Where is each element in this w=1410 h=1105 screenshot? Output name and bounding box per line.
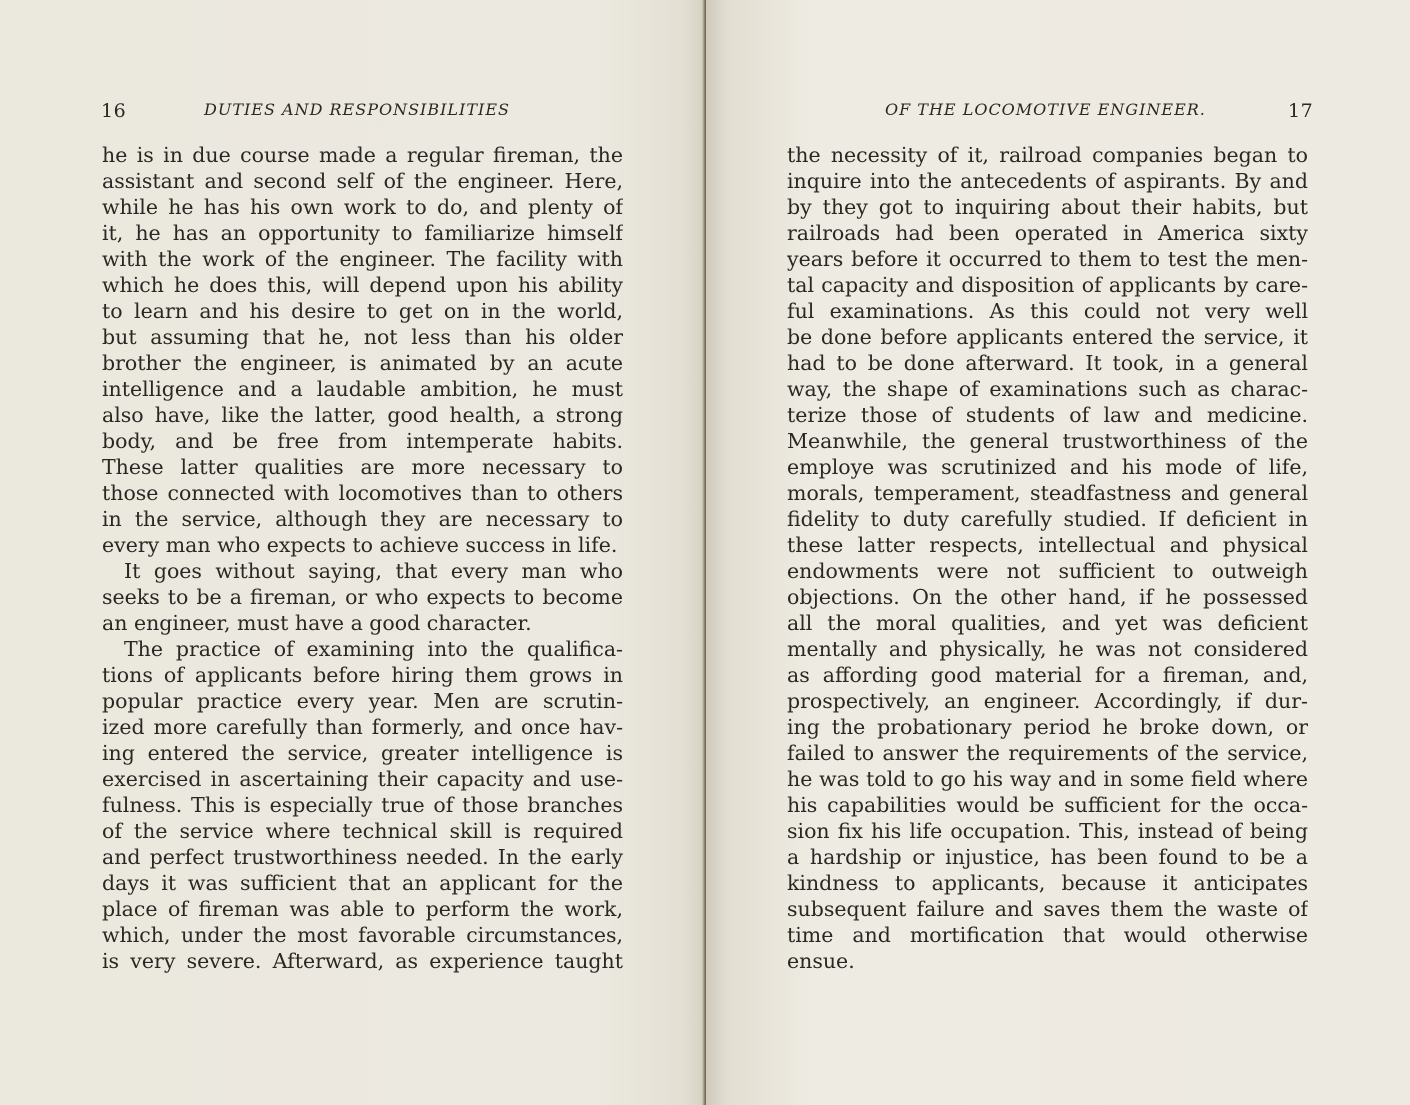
text-line: tal capacity and disposition of applicants by care- <box>787 273 1308 297</box>
text-line: mentally and physically, he was not considered <box>787 637 1308 661</box>
text-line: he was told to go his way and in some field where <box>787 767 1308 791</box>
text-line: way, the shape of examinations such as charac- <box>787 377 1308 401</box>
text-line: all the moral qualities, and yet was deficient <box>787 611 1308 635</box>
text-line: his capabilities would be sufficient for the occa- <box>787 793 1308 817</box>
text-line: Meanwhile, the general trustworthiness of the <box>787 429 1308 453</box>
text-line: it, he has an opportunity to familiarize himself <box>102 221 623 245</box>
right-body-text <box>787 142 1308 974</box>
text-line: ing the probationary period he broke down, or <box>787 715 1308 739</box>
text-line: intelligence and a laudable ambition, he must <box>102 377 623 401</box>
text-line: kindness to applicants, because it anticipates <box>787 871 1308 895</box>
text-line: had to be done afterward. It took, in a general <box>787 351 1308 375</box>
text-line: be done before applicants entered the service, it <box>787 325 1308 349</box>
text-line: inquire into the antecedents of aspirants. By and <box>787 169 1308 193</box>
text-line: ing entered the service, greater intelligence is <box>102 741 623 765</box>
text-line: while he has his own work to do, and plenty of <box>102 195 623 219</box>
text-line: also have, like the latter, good health, a strong <box>102 403 623 427</box>
text-line: prospectively, an engineer. Accordingly, if dur- <box>787 689 1308 713</box>
text-line: subsequent failure and saves them the waste of <box>787 897 1308 921</box>
running-head-title: DUTIES AND RESPONSIBILITIES <box>204 100 511 119</box>
text-line: a hardship or injustice, has been found to be a <box>787 845 1308 869</box>
left-body-text <box>102 142 623 974</box>
text-line: body, and be free from intemperate habits. <box>102 429 623 453</box>
text-line: terize those of students of law and medicine. <box>787 403 1308 427</box>
text-line: to learn and his desire to get on in the world, <box>102 299 623 323</box>
text-line: fidelity to duty carefully studied. If deficient in <box>787 507 1308 531</box>
text-line: brother the engineer, is animated by an acute <box>102 351 623 375</box>
text-line: which, under the most favorable circumstances, <box>102 923 623 947</box>
text-line: which he does this, will depend upon his ability <box>102 273 623 297</box>
text-line: tions of applicants before hiring them grows in <box>102 663 623 687</box>
text-line: ized more carefully than formerly, and once hav- <box>102 715 623 739</box>
text-line: employe was scrutinized and his mode of life, <box>787 455 1308 479</box>
text-line: It goes without saying, that every man who <box>124 559 623 583</box>
text-line: by they got to inquiring about their habits, but <box>787 195 1308 219</box>
text-line: days it was sufficient that an applicant for the <box>102 871 623 895</box>
text-line: but assuming that he, not less than his older <box>102 325 623 349</box>
text-line: objections. On the other hand, if he possessed <box>787 585 1308 609</box>
text-line: as affording good material for a fireman, and, <box>787 663 1308 687</box>
text-line: fulness. This is especially true of those branches <box>102 793 623 817</box>
text-line: sion fix his life occupation. This, instead of being <box>787 819 1308 843</box>
text-line: The practice of examining into the qualifica- <box>124 637 623 661</box>
text-line: is very severe. Afterward, as experience taught <box>102 949 623 973</box>
text-line: seeks to be a fireman, or who expects to become <box>102 585 623 609</box>
right-page <box>706 0 1410 1105</box>
text-line: every man who expects to achieve success in life. <box>102 533 618 557</box>
text-line: failed to answer the requirements of the service, <box>787 741 1308 765</box>
text-line: ful examinations. As this could not very well <box>787 299 1308 323</box>
text-line: an engineer, must have a good character. <box>102 611 532 635</box>
text-line: with the work of the engineer. The facility with <box>102 247 623 271</box>
page-number: 17 <box>1288 100 1314 122</box>
text-line: popular practice every year. Men are scrutin- <box>102 689 623 713</box>
text-line: morals, temperament, steadfastness and general <box>787 481 1308 505</box>
text-line: those connected with locomotives than to others <box>102 481 623 505</box>
text-line: the necessity of it, railroad companies began to <box>787 143 1308 167</box>
text-line: of the service where technical skill is required <box>102 819 623 843</box>
running-head-title: OF THE LOCOMOTIVE ENGINEER. <box>885 100 1206 119</box>
text-line: place of fireman was able to perform the work, <box>102 897 623 921</box>
text-line: time and mortification that would otherwise <box>787 923 1308 947</box>
left-page <box>0 0 704 1105</box>
page-number: 16 <box>101 100 127 122</box>
text-line: these latter respects, intellectual and physical <box>787 533 1308 557</box>
text-line: railroads had been operated in America sixty <box>787 221 1308 245</box>
text-line: he is in due course made a regular fireman, the <box>102 143 623 167</box>
text-line: endowments were not sufficient to outweigh <box>787 559 1308 583</box>
text-line: years before it occurred to them to test the men- <box>787 247 1308 271</box>
text-line: assistant and second self of the engineer. Here, <box>102 169 623 193</box>
text-line: These latter qualities are more necessary to <box>102 455 623 479</box>
text-line: in the service, although they are necessary to <box>102 507 623 531</box>
text-line: exercised in ascertaining their capacity and use- <box>102 767 623 791</box>
text-line: and perfect trustworthiness needed. In the early <box>102 845 623 869</box>
text-line: ensue. <box>787 949 855 973</box>
